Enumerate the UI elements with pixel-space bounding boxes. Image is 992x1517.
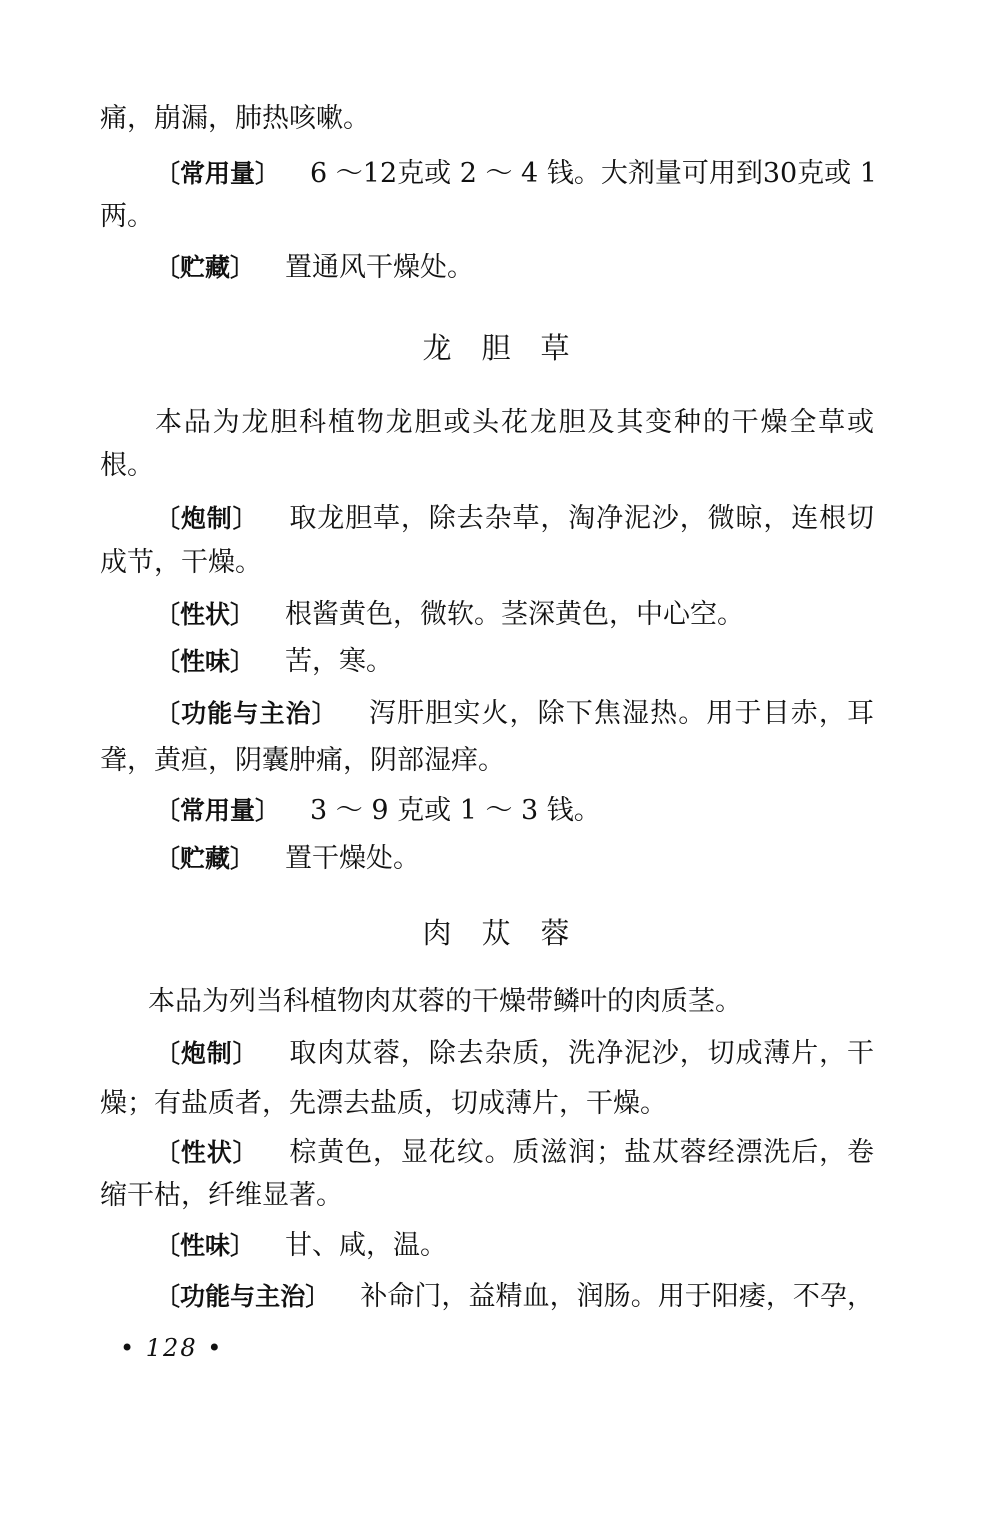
text-line: 燥；有盐质者，先漂去盐质，切成薄片，干燥。 <box>100 1088 667 1119</box>
storage-line <box>155 251 874 285</box>
intro-line: 本品为龙胆科植物龙胆或头花龙胆及其变种的干燥全草或 <box>155 407 874 438</box>
section-text: 甘、咸，温。 <box>285 1230 448 1261</box>
section-label: 〔贮藏〕 <box>155 253 256 282</box>
section-text: 根酱黄色，微软。茎深黄色，中心空。 <box>285 599 745 630</box>
function-line <box>155 697 874 731</box>
heading-longdan: 龙胆草 <box>422 331 600 365</box>
properties-line <box>155 1136 874 1170</box>
section-text: 苦，寒。 <box>285 646 394 677</box>
text-line: 成节，干燥。 <box>100 547 262 578</box>
text-line: 缩干枯，纤维显著。 <box>100 1180 343 1211</box>
section-label: 〔性状〕 <box>155 600 256 629</box>
processing-line <box>155 502 874 536</box>
section-text: 棕黄色，显花纹。质滋润；盐苁蓉经漂洗后，卷 <box>288 1137 874 1168</box>
section-text: 取肉苁蓉，除去杂质，洗净泥沙，切成薄片，干 <box>288 1038 874 1069</box>
section-label: 〔常用量〕 <box>155 159 281 188</box>
dosage-line <box>155 794 874 828</box>
section-label: 〔贮藏〕 <box>155 844 256 873</box>
processing-line <box>155 1037 874 1071</box>
function-line <box>155 1280 874 1314</box>
storage-line <box>155 842 874 876</box>
text-line: 两。 <box>100 201 154 232</box>
section-label: 〔功能与主治〕 <box>155 1282 331 1311</box>
taste-line <box>155 645 874 679</box>
properties-line <box>155 598 874 632</box>
section-text: 补命门，益精血，润肠。用于阳痿，不孕， <box>360 1281 874 1312</box>
dosage-line <box>155 157 877 191</box>
section-label: 〔性状〕 <box>155 1138 259 1167</box>
section-label: 〔功能与主治〕 <box>155 699 338 728</box>
section-text: 置通风干燥处。 <box>285 252 475 283</box>
page-number: • 128 • <box>120 1334 224 1362</box>
section-label: 〔常用量〕 <box>155 796 281 825</box>
taste-line <box>155 1229 874 1263</box>
text-line: 根。 <box>100 450 154 481</box>
section-label: 〔性味〕 <box>155 647 256 676</box>
section-label: 〔炮制〕 <box>155 1039 259 1068</box>
section-label: 〔炮制〕 <box>155 504 259 533</box>
section-text: 6 ～12克或 2 ～ 4 钱。大剂量可用到30克或 1 <box>310 158 877 189</box>
section-text: 取龙胆草，除去杂草，淘净泥沙，微晾，连根切 <box>288 503 874 534</box>
section-text: 3 ～ 9 克或 1 ～ 3 钱。 <box>310 795 601 826</box>
text-line: 痛，崩漏，肺热咳嗽。 <box>100 103 370 134</box>
text-line: 聋，黄疸，阴囊肿痛，阴部湿痒。 <box>100 745 505 776</box>
section-label: 〔性味〕 <box>155 1231 256 1260</box>
heading-roucongrong: 肉苁蓉 <box>422 916 600 950</box>
section-text: 置干燥处。 <box>285 843 421 874</box>
section-text: 泻肝胆实火，除下焦湿热。用于目赤，耳 <box>367 698 874 729</box>
intro-line: 本品为列当科植物肉苁蓉的干燥带鳞叶的肉质茎。 <box>148 986 742 1017</box>
